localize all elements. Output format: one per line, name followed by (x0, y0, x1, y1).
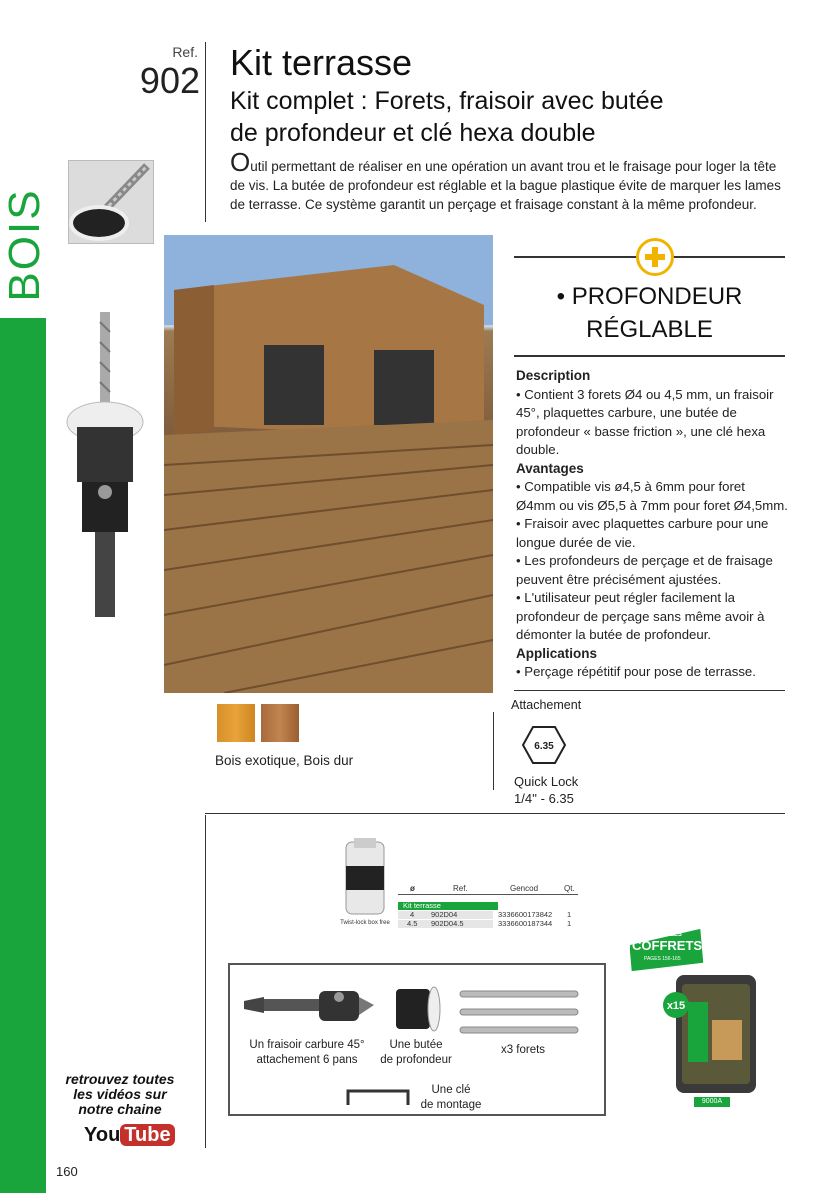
youtube-tube: Tube (120, 1124, 174, 1146)
table-cell: 902D04 (431, 910, 458, 919)
youtube-you: You (84, 1124, 121, 1146)
description-item: • Contient 3 forets Ø4 ou 4,5 mm, un fraisoir 45°, plaquettes carbure, une butée de profondeur « basse friction », une clé hexa double. (516, 386, 774, 457)
youtube-text (60, 1072, 180, 1117)
divider-vertical (205, 42, 206, 222)
category-label: BOIS (0, 188, 49, 302)
table-header: Ref. (453, 884, 468, 893)
feature-line2: RÉGLABLE (586, 316, 713, 343)
intro-text (230, 147, 790, 214)
subtitle-line2: de profondeur et clé hexa double (230, 119, 596, 147)
coffret-line2: COFFRETS (632, 938, 703, 953)
attachment-label: Attachement (511, 698, 582, 712)
caption-line: Une clé (431, 1084, 471, 1096)
feature-line1: • PROFONDEUR (556, 283, 743, 310)
divider (514, 355, 785, 357)
application-item: • Perçage répétitif pour pose de terrasse. (516, 664, 756, 679)
hex-shank-icon (522, 725, 566, 765)
caption-line: attachement 6 pans (256, 1054, 358, 1066)
table-cell: 1 (567, 910, 572, 919)
ref-number: 902 (139, 60, 200, 101)
table-cell: 4.5 (407, 919, 418, 928)
table-row (398, 920, 578, 928)
drill-bits-icon (458, 987, 584, 1041)
plus-icon (636, 238, 674, 276)
wood-swatch-hard (261, 704, 299, 742)
box-caption: Twist-lock box free (340, 920, 390, 926)
hex-key-icon (346, 1087, 410, 1107)
product-details (516, 367, 788, 682)
box-image (338, 838, 392, 918)
applications-heading: Applications (516, 645, 598, 661)
description-heading: Description (516, 368, 591, 383)
table-row (398, 911, 578, 919)
coffret-line1: TOUS LES (652, 932, 682, 938)
countersink-thumbnail (68, 160, 154, 244)
table-header: ø (410, 884, 415, 893)
wood-swatch-exotic (217, 704, 255, 742)
countersink-tool-image (60, 312, 150, 622)
item-key-caption (416, 1083, 486, 1113)
coffret-promo[interactable] (630, 920, 770, 1105)
feature-highlight (514, 280, 785, 346)
youtube-line: les vidéos sur (73, 1086, 167, 1102)
page-title: Kit terrasse (230, 42, 413, 83)
ref-label: Ref. (172, 44, 198, 60)
quick-lock-label: Quick Lock (514, 774, 579, 789)
caption-line: Une butée (389, 1039, 443, 1051)
page-number: 160 (56, 1164, 78, 1179)
subtitle-line1: Kit complet : Forets, fraisoir avec butée (230, 87, 664, 115)
terrace-photo (164, 235, 493, 693)
table-cell: 3336600187344 (498, 919, 553, 928)
table-rule (398, 894, 578, 895)
item-drills-caption: x3 forets (500, 1044, 546, 1056)
item-countersink-caption (244, 1038, 370, 1068)
table-header: Gencod (510, 884, 539, 893)
advantage-item: • Les profondeurs de perçage et de fraisage peuvent être précisément ajustées. (516, 553, 773, 587)
coffret-line3: PAGES 156-165 (644, 956, 681, 962)
divider (205, 813, 785, 814)
hex-value: 6.35 (534, 741, 554, 752)
countersink-icon (244, 983, 384, 1033)
youtube-logo[interactable] (84, 1124, 175, 1147)
table-header: Qt. (564, 884, 575, 893)
caption-line: Un fraisoir carbure 45° (249, 1039, 365, 1051)
coffret-ref: 9000A (694, 1097, 730, 1107)
caption-line: de montage (420, 1099, 482, 1111)
quick-lock-size: 1/4'' - 6.35 (514, 791, 574, 806)
side-band (0, 318, 46, 1193)
advantage-item: • L'utilisateur peut régler facilement la profondeur de perçage sans même avoir à démonter la butée de profondeur. (516, 590, 765, 642)
table-group: Kit terrasse (398, 902, 498, 910)
divider-vertical (493, 712, 494, 790)
advantages-heading: Avantages (516, 460, 584, 476)
coffret-count: x15 (666, 1000, 686, 1012)
kit-contents-box (228, 963, 606, 1116)
depth-stop-icon (392, 983, 442, 1035)
youtube-line: retrouvez toutes (65, 1071, 175, 1087)
table-cell: 4 (410, 910, 415, 919)
item-depth-stop-caption (378, 1038, 454, 1068)
advantage-item: • Compatible vis ø4,5 à 6mm pour foret Ø4mm ou vis Ø5,5 à 7mm pour foret Ø4,5mm. (516, 479, 788, 513)
drop-cap: O (230, 147, 251, 177)
divider-vertical (205, 815, 206, 1148)
table-cell: 902D04.5 (431, 919, 464, 928)
youtube-line: notre chaine (78, 1101, 162, 1117)
caption-line: de profondeur (380, 1054, 452, 1066)
advantage-item: • Fraisoir avec plaquettes carbure pour une longue durée de vie. (516, 516, 769, 550)
table-cell: 3336600173842 (498, 910, 553, 919)
intro-body: util permettant de réaliser en une opération un avant trou et le fraisage pour loger la tête de vis. La butée de profondeur est réglable et la bague plastique évite de marquer les lames de terrasse. Ce système garantit un perçage et fraisage constant à la même profondeur. (230, 159, 781, 212)
table-cell: 1 (567, 919, 572, 928)
wood-label: Bois exotique, Bois dur (215, 753, 354, 768)
divider (514, 690, 785, 691)
